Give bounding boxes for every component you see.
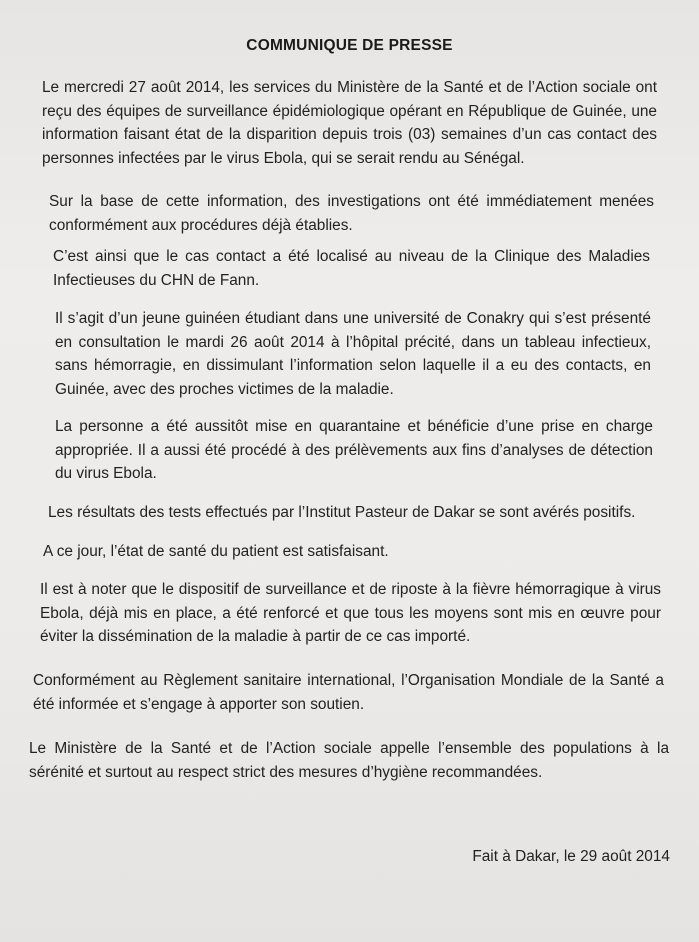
paragraph-3: C’est ainsi que le cas contact a été localisé au niveau de la Clinique des Maladies Infectieuses du CHN de Fann. <box>53 248 650 289</box>
paragraph-1: Le mercredi 27 août 2014, les services du Ministère de la Santé et de l’Action sociale ont reçu des équipes de surveillance épidémiologique opérant en République de Guinée, une information faisant état de la disparition depuis trois (03) semaines d’un cas contact des personnes infectées par le virus Ebola, qui se serait rendu au Sénégal. <box>42 79 657 167</box>
paragraph-4: Il s’agit d’un jeune guinéen étudiant dans une université de Conakry qui s’est présenté en consultation le mardi 26 août 2014 à l’hôpital précité, dans un tableau infectieux, sans hémorragie, en dissimulant l’information selon laquelle il a eu des contacts, en Guinée, avec des proches victimes de la maladie. <box>55 310 651 398</box>
paragraph-7: A ce jour, l’état de santé du patient est satisfaisant. <box>43 543 389 560</box>
paragraph-5: La personne a été aussitôt mise en quarantaine et bénéficie d’une prise en charge appropriée. Il a aussi été procédé à des prélèvements aux fins d’analyses de détection du virus Ebola. <box>55 418 653 482</box>
paragraph-2: Sur la base de cette information, des investigations ont été immédiatement menées conformément aux procédures déjà établies. <box>49 193 654 234</box>
document-title: COMMUNIQUE DE PRESSE <box>246 37 453 54</box>
paragraph-8: Il est à noter que le dispositif de surveillance et de riposte à la fièvre hémorragique à virus Ebola, déjà mis en place, a été renforcé et que tous les moyens sont mis en œuvre pour éviter la dissémination de la maladie à partir de ce cas importé. <box>40 581 661 645</box>
paragraph-6: Les résultats des tests effectués par l’Institut Pasteur de Dakar se sont avérés positifs. <box>48 504 636 521</box>
signature-line: Fait à Dakar, le 29 août 2014 <box>472 848 670 865</box>
paragraph-10: Le Ministère de la Santé et de l’Action sociale appelle l’ensemble des populations à la sérénité et surtout au respect strict des mesures d’hygiène recommandées. <box>29 740 669 781</box>
paragraph-9: Conformément au Règlement sanitaire international, l’Organisation Mondiale de la Santé a été informée et s’engage à apporter son soutien. <box>33 672 664 713</box>
